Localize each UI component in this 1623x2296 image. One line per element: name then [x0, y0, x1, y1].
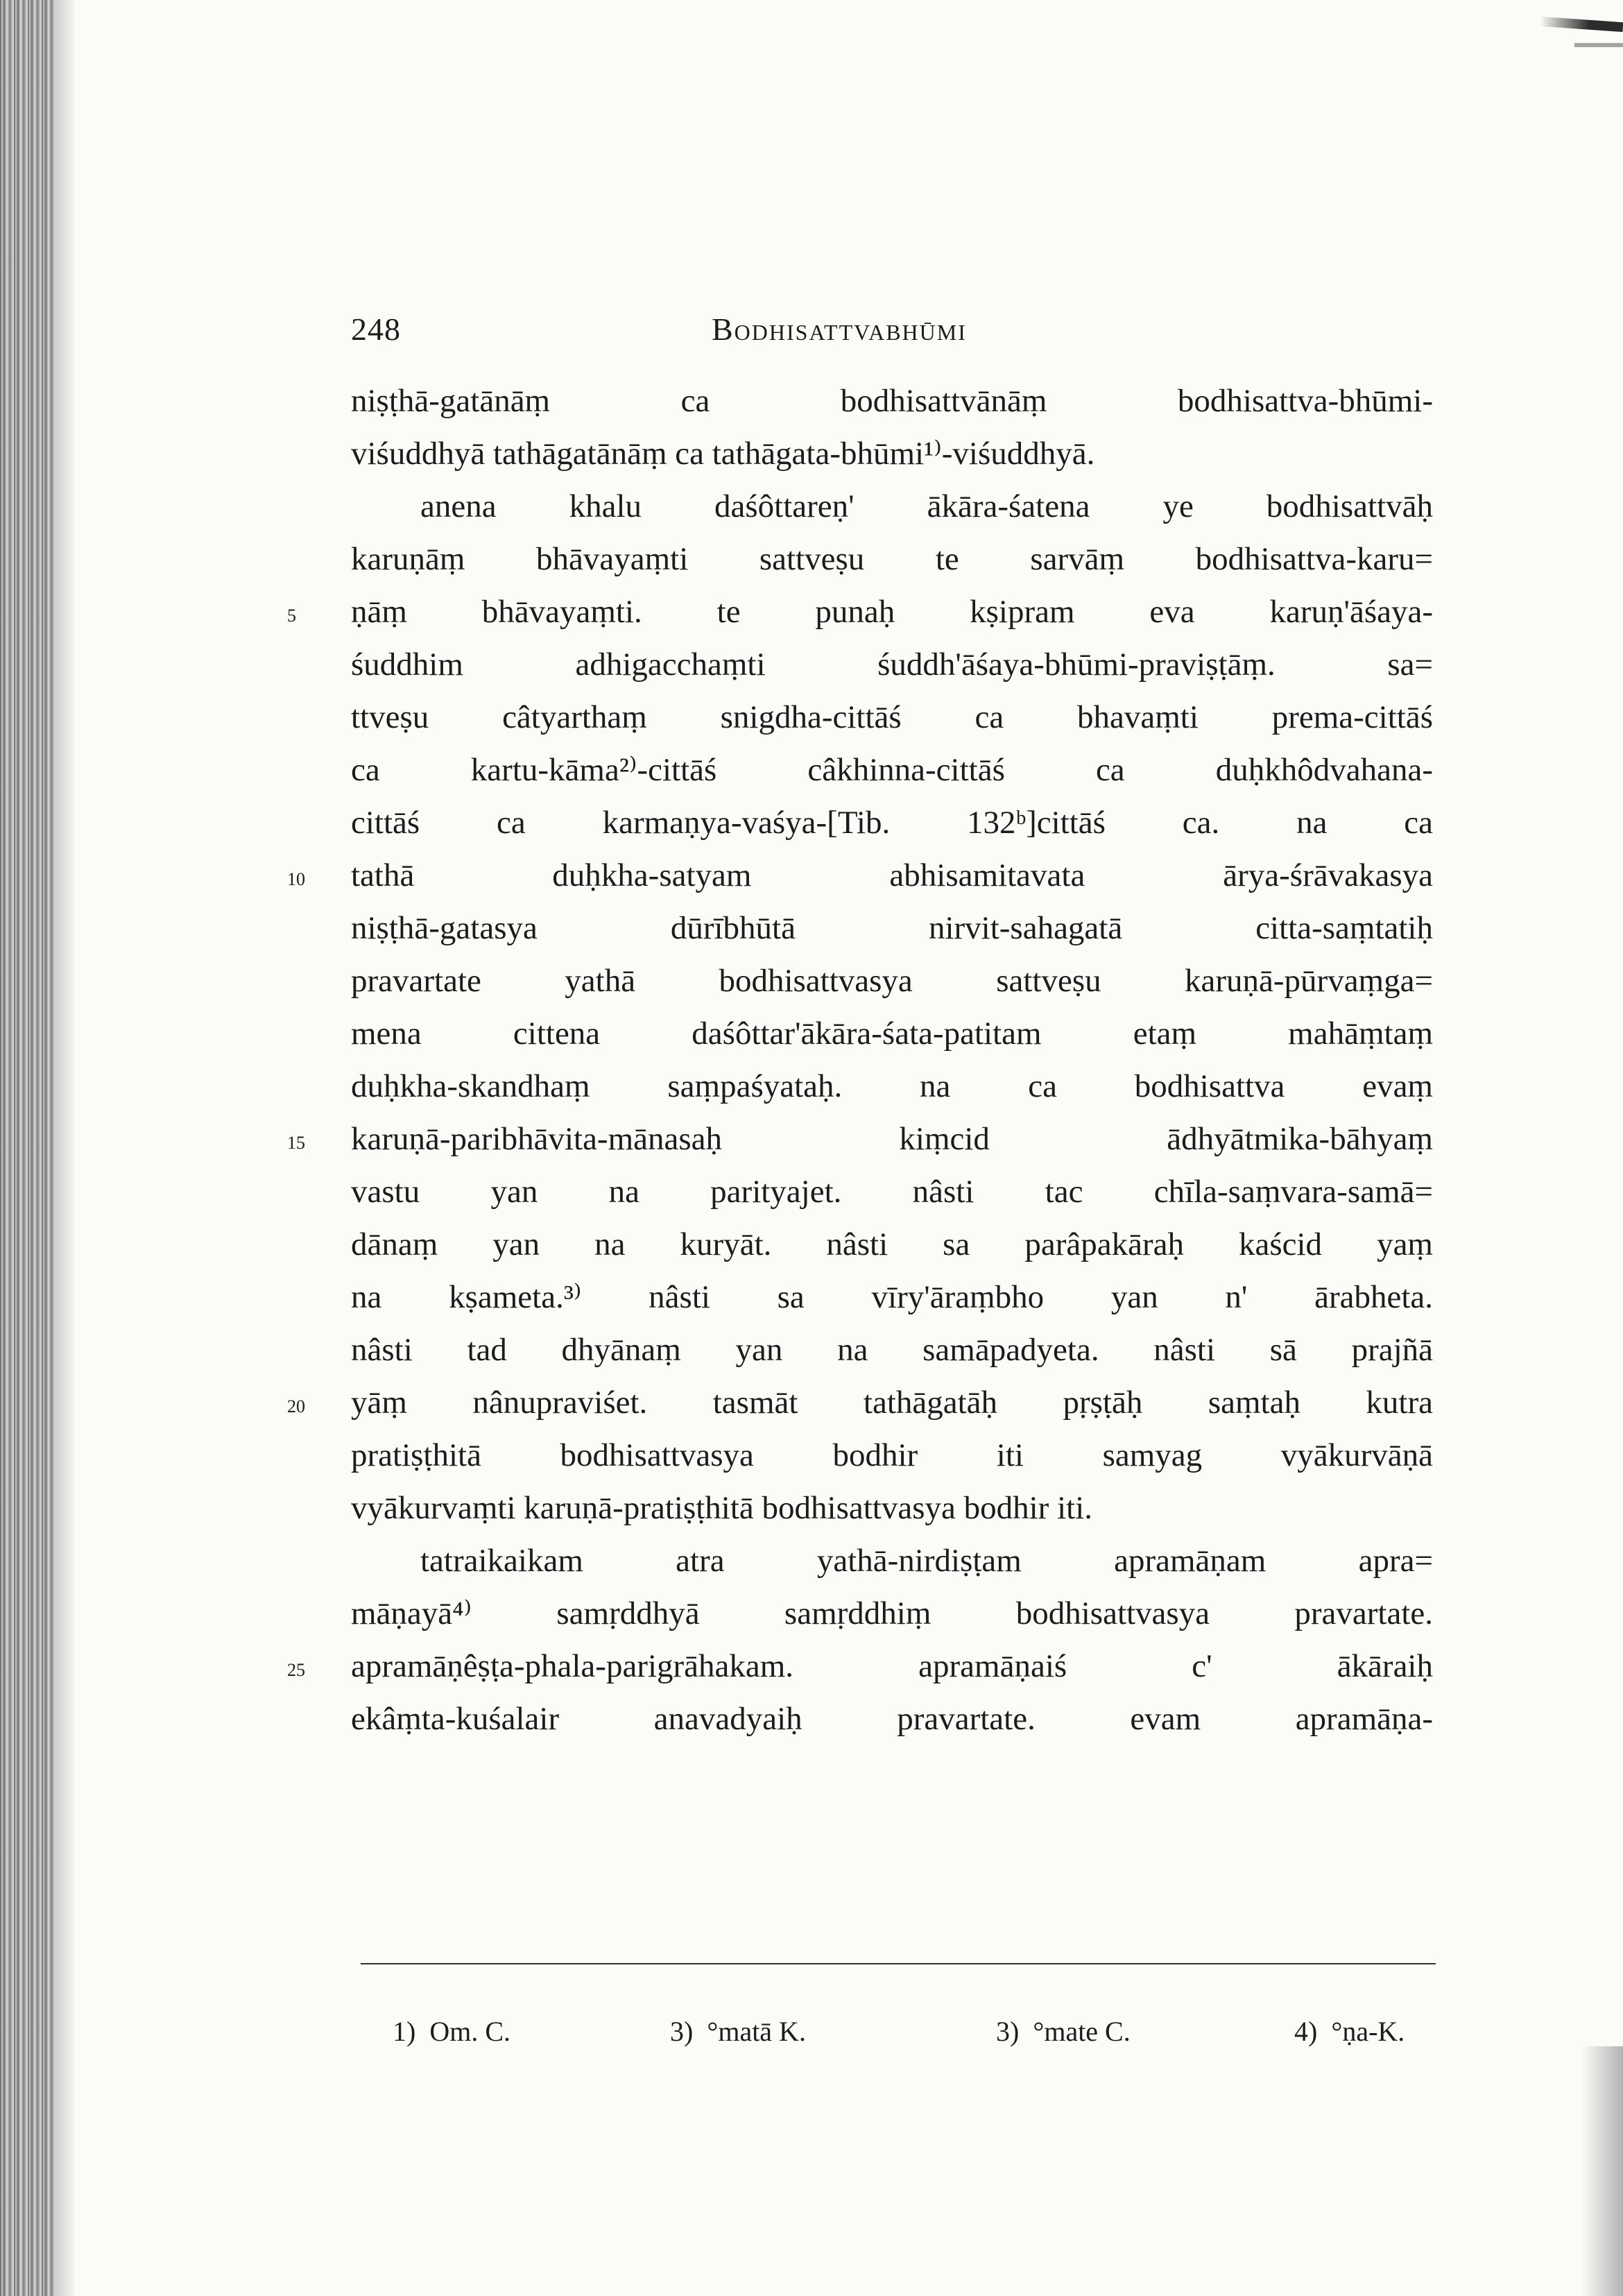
line-number: 25: [287, 1660, 305, 1680]
page-number: 248: [351, 311, 401, 347]
text-line: mena cittena daśôttar'ākāra-śata-patitam etaṃ mahāṃtaṃ: [351, 1016, 1433, 1052]
text-line: niṣṭhā-gatasya dūrībhūtā nirvit-sahagatā citta-saṃtatiḥ: [351, 910, 1433, 946]
line-number: 5: [287, 606, 296, 626]
text-line: na kṣameta.³⁾ nâsti sa vīry'āraṃbho yan n' ārabheta.: [351, 1279, 1433, 1315]
text-line: vyākurvaṃti karuṇā-pratiṣṭhitā bodhisattvasya bodhir iti.: [351, 1490, 1092, 1526]
footnote-rule: [361, 1963, 1436, 1964]
text-line: 25 apramāṇêṣṭa-phala-parigrāhakam. apramāṇaiś c' ākāraiḥ: [351, 1640, 1433, 1693]
text-line: niṣṭhā-gatānāṃ ca bodhisattvānāṃ bodhisattva-bhūmi-: [351, 383, 1433, 419]
main-text: [287, 375, 1433, 1745]
text-line: śuddhim adhigacchaṃti śuddh'āśaya-bhūmi-praviṣṭāṃ. sa=: [351, 646, 1433, 683]
text-line: vastu yan na parityajet. nâsti tac chīla-saṃvara-samā=: [351, 1174, 1433, 1210]
footnote: 3) °mate C.: [996, 2016, 1131, 2047]
line-number: 10: [287, 869, 305, 889]
scan-binding-edge: [0, 0, 54, 2296]
text-line: pratiṣṭhitā bodhisattvasya bodhir iti samyag vyākurvāṇā: [351, 1437, 1433, 1473]
text-line: pravartate yathā bodhisattvasya sattveṣu karuṇā-pūrvaṃga=: [351, 963, 1433, 999]
scan-right-shadow: [1581, 2046, 1623, 2296]
text-line: ttveṣu câtyarthaṃ snigdha-cittāś ca bhavaṃti prema-cittāś: [351, 699, 1433, 735]
footnote: 3) °matā K.: [670, 2016, 806, 2047]
text-line: karuṇāṃ bhāvayaṃti sattveṣu te sarvāṃ bodhisattva-karu=: [351, 541, 1433, 577]
scan-binding-shadow: [54, 0, 75, 2296]
text-line: dānaṃ yan na kuryāt. nâsti sa parâpakāraḥ kaścid yaṃ: [351, 1226, 1433, 1262]
text-line: anena khalu daśôttareṇ' ākāra-śatena ye bodhisattvāḥ: [420, 488, 1433, 524]
text-line: duḥkha-skandhaṃ saṃpaśyataḥ. na ca bodhisattva evaṃ: [351, 1068, 1433, 1104]
footnote: 4) °ṇa-K.: [1294, 2016, 1405, 2047]
text-line: viśuddhyā tathāgatānāṃ ca tathāgata-bhūmi¹⁾-viśuddhyā.: [351, 436, 1095, 472]
text-line: ca kartu-kāma²⁾-cittāś câkhinna-cittāś ca duḥkhôdvahana-: [351, 752, 1433, 788]
text-line: 5 ṇāṃ bhāvayaṃti. te punaḥ kṣipram eva karuṇ'āśaya-: [351, 585, 1433, 638]
scan-corner-mark: [1540, 17, 1623, 32]
text-line: māṇayā⁴⁾ samṛddhyā samṛddhiṃ bodhisattvasya pravartate.: [351, 1595, 1433, 1631]
text-line: tatraikaikam atra yathā-nirdiṣṭam apramāṇam apra=: [420, 1543, 1433, 1579]
line-number: 15: [287, 1133, 305, 1153]
text-line: cittāś ca karmaṇya-vaśya-[Tib. 132ᵇ]cittāś ca. na ca: [351, 805, 1433, 841]
text-line: 10 tathā duḥkha-satyam abhisamitavata ārya-śrāvakasya: [351, 849, 1433, 902]
text-line: ekâṃta-kuśalair anavadyaiḥ pravartate. evam apramāṇa-: [351, 1701, 1433, 1737]
page-header: [351, 311, 1433, 352]
scan-corner-mark-2: [1574, 43, 1623, 47]
text-line: nâsti tad dhyānaṃ yan na samāpadyeta. nâsti sā prajñā: [351, 1332, 1433, 1368]
text-line: 15 karuṇā-paribhāvita-mānasaḥ kiṃcid ādhyātmika-bāhyaṃ: [351, 1113, 1433, 1165]
line-number: 20: [287, 1396, 305, 1416]
running-title: Bodhisattvabhūmi: [712, 311, 967, 347]
text-line: 20 yāṃ nânupraviśet. tasmāt tathāgatāḥ pṛṣṭāḥ saṃtaḥ kutra: [351, 1376, 1433, 1429]
footnote: 1) Om. C.: [393, 2016, 511, 2047]
